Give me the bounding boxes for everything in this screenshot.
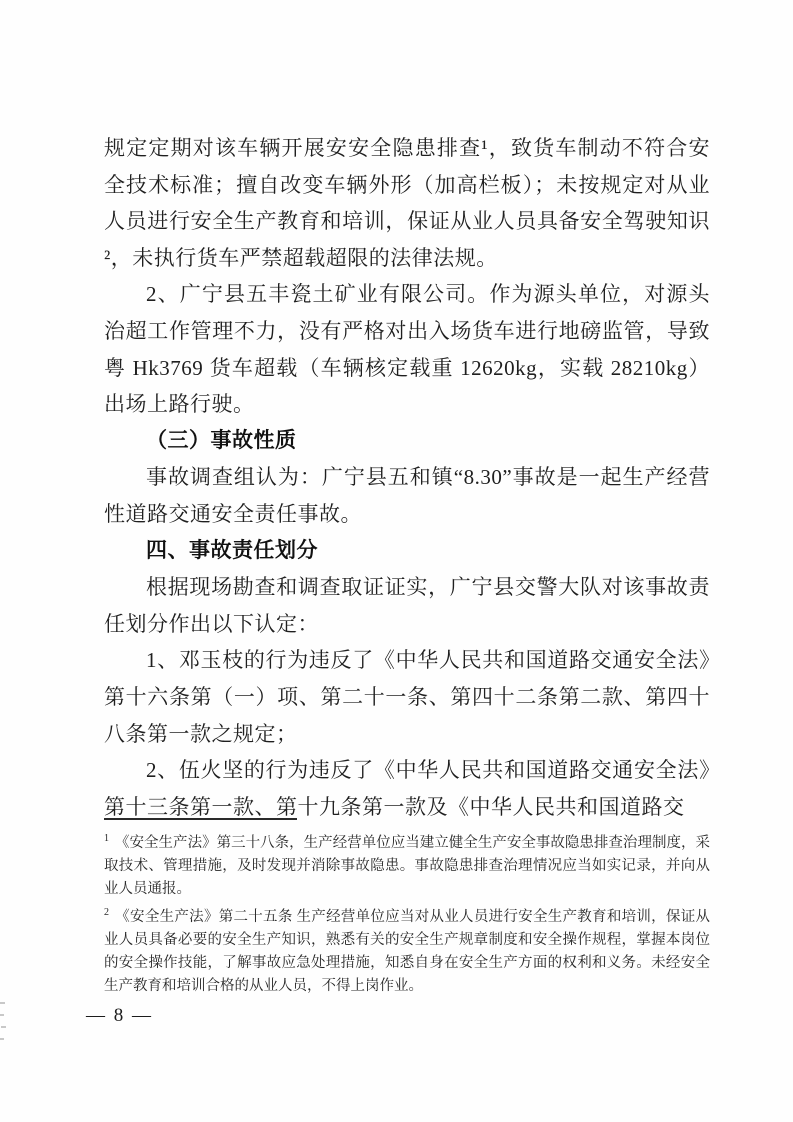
footnote-divider: [104, 818, 297, 820]
scan-artifact: [0, 1014, 4, 1016]
footnote-1-marker: 1: [104, 833, 109, 844]
paragraph-responsibility-deng: 1、邓玉枝的行为违反了《中华人民共和国道路交通安全法》第十六条第（一）项、第二十一条、第四十二条第二款、第四十八条第一款之规定；: [104, 648, 710, 746]
page-number: — 8 —: [86, 1005, 153, 1026]
footnote-1-text: 《安全生产法》第三十八条，生产经营单位应当建立健全生产安全事故隐患排查治理制度，采取技术、管理措施，及时发现并消除事故隐患。事故隐患排查治理情况应当如实记录，并向从业人员通报。: [104, 834, 710, 897]
scan-artifact: [0, 1038, 4, 1040]
scan-artifact: [0, 1002, 5, 1004]
paragraph-vehicle-violations: 规定定期对该车辆开展安安全隐患排查¹，致货车制动不符合安全技术标准；擅自改变车辆外形（加高栏板）；未按规定对从业人员进行安全生产教育和培训，保证从业人员具备安全驾驶知识²，未执行货车严禁超载超限的法律法规。: [104, 136, 710, 270]
paragraph-accident-conclusion: 事故调查组认为：广宁县五和镇“8.30”事故是一起生产经营性道路交通安全责任事故。: [104, 465, 710, 526]
footnote-2-text: 《安全生产法》第二十五条 生产经营单位应当对从业人员进行安全生产教育和培训，保证从业人员具备必要的安全生产知识，熟悉有关的安全生产规章制度和安全操作规程，掌握本岗位的安全操作技能，了解事故应急处理措施，知悉自身在安全生产方面的权利和义务。未经安全生产教育和培训合格的从业人员，不得上岗作业。: [104, 908, 710, 994]
footnote-2: [104, 901, 710, 998]
footnote-2-marker: 2: [104, 906, 109, 918]
scan-artifact: [1, 1026, 6, 1028]
section-heading-responsibility-division: 四、事故责任划分: [146, 538, 318, 562]
document-body: [104, 130, 710, 825]
footnote-area: [104, 818, 710, 998]
paragraph-mining-company: 2、广宁县五丰瓷土矿业有限公司。作为源头单位，对源头治超工作管理不力，没有严格对出入场货车进行地磅监管，导致粤 Hk3769 货车超载（车辆核定载重 12620kg，实载 28210kg）出场上路行驶。: [104, 282, 710, 417]
section-heading-accident-nature: （三）事故性质: [146, 428, 297, 452]
footnote-1: [104, 827, 710, 901]
paragraph-responsibility-wu: 2、伍火坚的行为违反了《中华人民共和国道路交通安全法》第十三条第一款、第十九条第一款及《中华人民共和国道路交: [104, 758, 710, 819]
paragraph-investigation-basis: 根据现场勘查和调查取证证实，广宁县交警大队对该事故责任划分作出以下认定：: [104, 575, 710, 636]
